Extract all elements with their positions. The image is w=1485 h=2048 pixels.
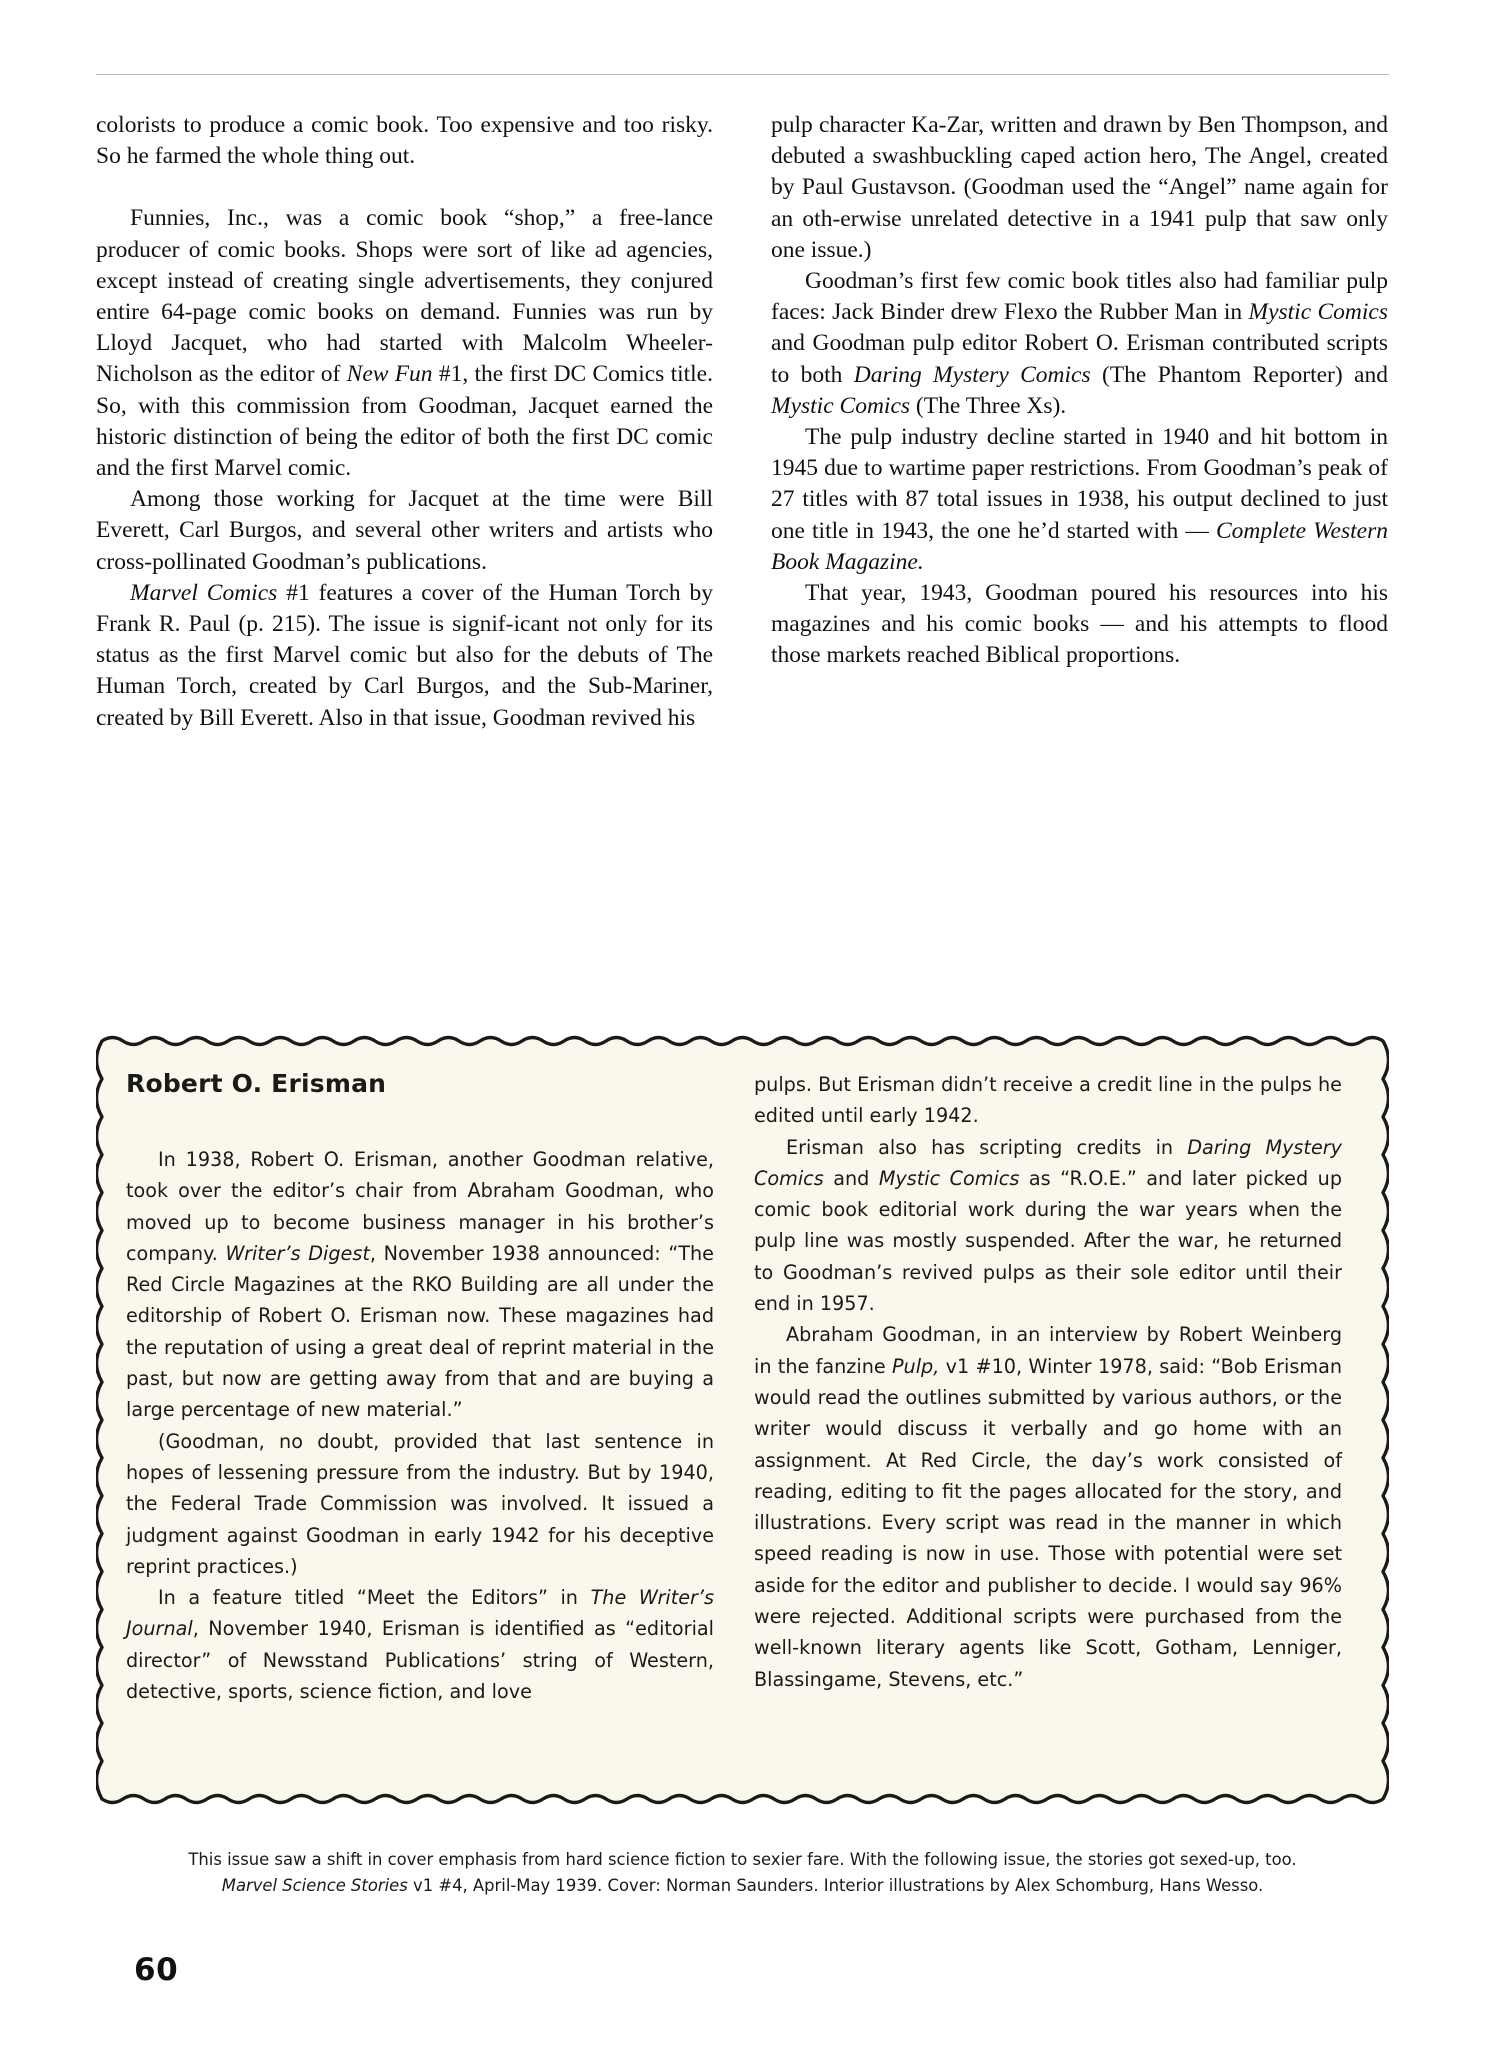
sidebar-box (96, 1035, 1389, 1805)
paragraph-text: , November 1940, Erisman is identified as “editorial director” of Newsstand Publications’ string of Western, detective, sports, science fiction, and love (126, 1617, 714, 1704)
paragraph-text: and Goodman pulp editor Robert O. Erisman contributed scripts to both (771, 330, 1388, 388)
paragraph-text: In a feature titled “Meet the Editors” in (158, 1586, 591, 1610)
sidebar-content (126, 1069, 1359, 1775)
paragraph-text: Erisman also has scripting credits in (786, 1135, 1188, 1159)
italic-title-mystic-comics: Mystic Comics (878, 1166, 1020, 1190)
paragraph-text: Funnies, Inc., was a comic book “shop,” a free-lance producer of comic books. Shops were sort of like ad agencies, except instead of creating single advertisements, they conjured entire 64-page comic books on demand. Funnies was run by Lloyd Jacquet, who had started with Malcolm Wheeler-Nicholson as the editor of (96, 205, 713, 388)
italic-title-mystic-comics-2: Mystic Comics (771, 392, 911, 419)
figure-caption (96, 1847, 1389, 1899)
body-columns (96, 110, 1389, 734)
caption-line-2 (96, 1873, 1389, 1899)
sidebar-paragraph-3 (126, 1582, 714, 1707)
caption-line-1: This issue saw a shift in cover emphasis from hard science fiction to sexier fare. With the following issue, the stories got sexed-up, too. (188, 1850, 1297, 1869)
paragraph-text: , November 1938 announced: “The Red Circle Magazines at the RKO Building are all under the editorship of Robert O. Erisman now. These magazines had the reputation of using a great deal of reprint material in the past, but now are getting away from that and are buying a large percentage of new material.” (126, 1241, 714, 1422)
paragraph-that-year: That year, 1943, Goodman poured his resources into his magazines and his comic books — and his attempts to flood those markets reached Biblical proportions. (771, 580, 1388, 669)
paragraph-text: In 1938, Robert O. Erisman, another Goodman relative, took over the editor’s chair from Abraham Goodman, who moved up to become business manager in his brother’s company. (126, 1148, 714, 1265)
italic-title-writers-digest: Writer’s Digest (225, 1241, 370, 1265)
paragraph-text: #1 features a cover of the Human Torch by Frank R. Paul (p. 215). The issue is signif-icant not only for its status as the first Marvel comic but also for the debuts of The Human Torch, created by Carl Burgos, and the Sub-Mariner, created by Bill Everett. Also in that issue, Goodman revived his (96, 579, 713, 731)
paragraph-text: (The Three Xs). (910, 392, 1067, 419)
page-number: 60 (134, 1952, 179, 1988)
paragraph-text-cont: #1, the first DC Comics title. So, with this commission from Goodman, Jacquet earned the historic distinction of being the editor of both the first DC comic and the first Marvel comic. (96, 361, 713, 482)
paragraph-text: as “R.O.E.” and later picked up comic book editorial work during the war years when the pulp line was mostly suspended. After the war, he returned to Goodman’s revived pulps as their sole editor until their end in 1957. (754, 1166, 1342, 1316)
italic-title-daring-mystery-comics: Daring Mystery Comics (853, 361, 1091, 388)
paragraph-continuation: pulp character Ka-Zar, written and drawn by Ben Thompson, and debuted a swashbuckling caped action hero, The Angel, created by Paul Gustavson. (Goodman used the “Angel” name again for an oth-erwise unrelated detective in a 1941 pulp that saw only one issue.) (771, 112, 1388, 263)
paragraph-continuation: colorists to produce a comic book. Too expensive and too risky. So he farmed the whole thing out. (96, 112, 713, 170)
body-column-left (96, 110, 713, 734)
paragraph-text: v1 #10, Winter 1978, said: “Bob Erisman would read the outlines submitted by various authors, or the writer would discuss it verbally and go home with an assignment. At Red Circle, the day’s work consisted of reading, editing to fit the pages allocated for the story, and illustrations. Every script was read in the manner in which speed reading is now in use. Those with potential were set aside for the editor and publisher to decide. I would say 96% were rejected. Additional scripts were purchased from the well-known literary agents like Scott, Gotham, Lenniger, Blassingame, Stevens, etc.” (754, 1354, 1342, 1691)
italic-title-writers-journal: The Writer’s Journal (126, 1586, 715, 1641)
italic-title-complete-western: Complete Western Book Magazine. (771, 517, 1388, 575)
caption-line-2-rest: v1 #4, April-May 1939. Cover: Norman Saunders. Interior illustrations by Alex Schomburg, Hans Wesso. (407, 1876, 1264, 1895)
sidebar-paragraph-2: (Goodman, no doubt, provided that last sentence in hopes of lessening pressure from the industry. But by 1940, the Federal Trade Commission was involved. It issued a judgment against Goodman in early 1942 for his deceptive reprint practices.) (126, 1429, 714, 1578)
paragraph-goodman-titles (771, 266, 1388, 422)
paragraph-text: and (823, 1166, 879, 1190)
sidebar-title: Robert O. Erisman (126, 1069, 387, 1098)
sidebar-paragraph-4: pulps. But Erisman didn’t receive a credit line in the pulps he edited until early 1942. (754, 1073, 1342, 1128)
paragraph-marvel-comics (96, 578, 713, 734)
paragraph-among-those: Among those working for Jacquet at the time were Bill Everett, Carl Burgos, and several other writers and artists who cross-pollinated Goodman’s publications. (96, 486, 713, 575)
sidebar-column-left (126, 1069, 714, 1775)
italic-title-marvel-comics: Marvel Comics (130, 579, 278, 606)
italic-title-pulp: Pulp, (891, 1354, 940, 1378)
sidebar-paragraph-6 (754, 1319, 1342, 1695)
paragraph-text: Abraham Goodman, in an interview by Robert Weinberg in the fanzine (754, 1323, 1342, 1378)
sidebar-paragraph-1 (126, 1144, 714, 1426)
paragraph-text: (The Phantom Reporter) and (1090, 361, 1388, 388)
italic-title-new-fun: New Fun (346, 361, 433, 388)
italic-title-marvel-science-stories: Marvel Science Stories (221, 1876, 408, 1895)
header-rule (96, 74, 1389, 75)
paragraph-text: Goodman’s first few comic book titles also had familiar pulp faces: Jack Binder drew Flexo the Rubber Man in (771, 268, 1388, 326)
paragraph-text: The pulp industry decline started in 1940 and hit bottom in 1945 due to wartime paper restrictions. From Goodman’s peak of 27 titles with 87 total issues in 1938, his output declined to just one title in 1943, the one he’d started with — (771, 424, 1388, 544)
italic-title-mystic-comics: Mystic Comics (1248, 299, 1388, 326)
italic-title-daring-mystery-comics: Daring Mystery Comics (754, 1135, 1342, 1190)
sidebar-column-right (754, 1069, 1342, 1775)
body-column-right (771, 110, 1388, 734)
sidebar-paragraph-5 (754, 1132, 1342, 1320)
paragraph-pulp-decline (771, 422, 1388, 578)
paragraph-funnies (96, 203, 713, 484)
